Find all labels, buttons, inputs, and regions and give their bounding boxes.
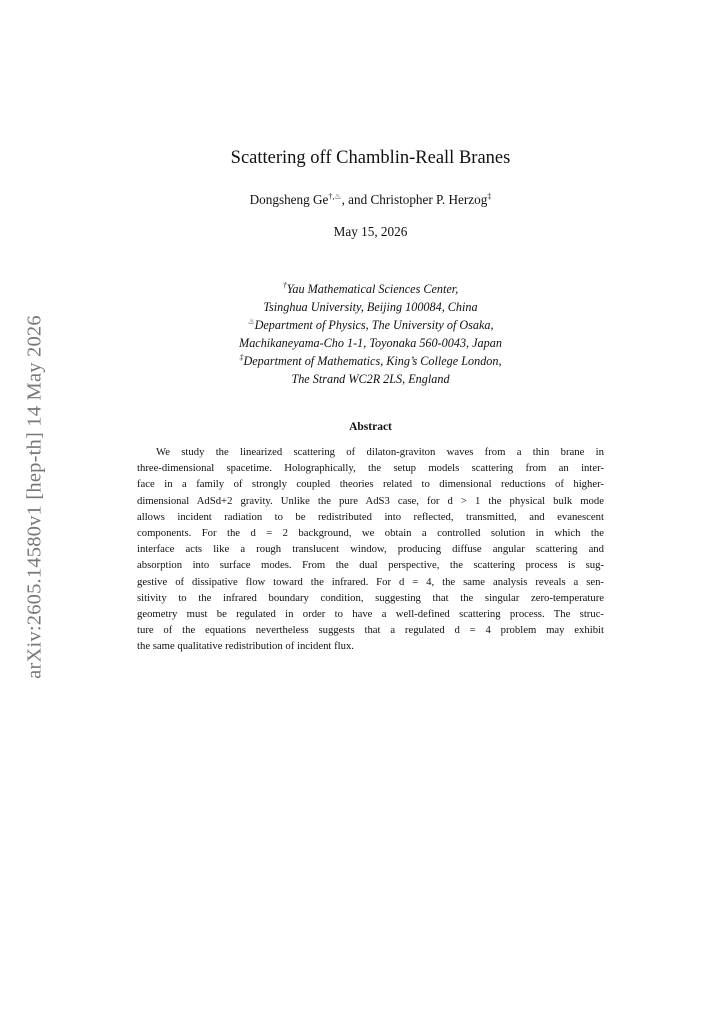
abstract-line: components. For the d = 2 background, we obtain a controlled solution in which the — [137, 527, 604, 540]
abstract-line: allows incident radiation to be redistributed into reflected, transmitted, and evanescent — [137, 510, 604, 523]
affiliation-text: Department of Mathematics, King’s College London, — [243, 354, 502, 369]
affiliation-line — [0, 298, 721, 316]
author-list — [0, 192, 721, 208]
abstract-line: three-dimensional spacetime. Holographically, the setup models scattering from an inter- — [137, 462, 604, 475]
paper-date: May 15, 2026 — [333, 224, 408, 239]
affiliation-text: Machikaneyama-Cho 1-1, Toyonaka 560-0043, Japan — [239, 336, 502, 351]
arxiv-id-text: arXiv:2605.14580v1 [hep-th] 14 May 2026 — [23, 315, 46, 679]
affiliation-line — [0, 352, 721, 370]
abstract-line: dimensional AdSd+2 gravity. Unlike the pure AdS3 case, for d > 1 the physical bulk mode — [137, 494, 604, 507]
abstract-line: We study the linearized scattering of dilaton-graviton waves from a thin brane in — [156, 446, 604, 458]
author-2-affiliation-marks: ‡ — [487, 192, 492, 201]
abstract-line: sitivity to the infrared boundary condition, suggesting that the singular zero-temperature — [137, 591, 604, 604]
affiliations — [0, 280, 721, 389]
author-1-affiliation-marks: †,♨ — [328, 192, 342, 201]
abstract-line: ture of the equations nevertheless suggests that a regulated d = 4 problem may exhibit — [137, 624, 604, 637]
abstract-line: geometry must be regulated in order to have a well-defined scattering process. The struc- — [137, 608, 604, 621]
abstract-line: gestive of dissipative flow toward the infrared. For d = 4, the same analysis reveals a sen- — [137, 575, 604, 588]
affiliation-line — [0, 334, 721, 352]
abstract-heading: Abstract — [349, 421, 392, 433]
affiliation-mark: ‡ — [239, 353, 244, 363]
abstract-body — [137, 444, 604, 655]
abstract-line: interface acts like a rough translucent window, producing diffuse angular scattering and — [137, 543, 604, 556]
author-separator: , and Christopher P. Herzog — [341, 192, 488, 207]
paper-title: Scattering off Chamblin-Reall Branes — [230, 148, 511, 168]
abstract-line: absorption into surface modes. From the dual perspective, the scattering process is sug- — [137, 559, 604, 572]
affiliation-text: Department of Physics, The University of Osaka, — [254, 318, 494, 333]
affiliation-text: The Strand WC2R 2LS, England — [291, 372, 450, 387]
affiliation-line — [0, 280, 721, 298]
affiliation-text: Tsinghua University, Beijing 100084, China — [263, 300, 478, 315]
abstract-line: face in a family of strongly coupled theories related to dimensional reductions of higher- — [137, 478, 604, 491]
affiliation-line — [0, 370, 721, 388]
affiliation-mark: † — [282, 281, 287, 290]
abstract-line: the same qualitative redistribution of incident flux. — [137, 640, 354, 653]
affiliation-text: Yau Mathematical Sciences Center, — [286, 282, 459, 296]
author-1-name: Dongsheng Ge — [249, 192, 329, 207]
affiliation-line — [0, 316, 721, 334]
affiliation-mark: ♨ — [247, 317, 255, 327]
